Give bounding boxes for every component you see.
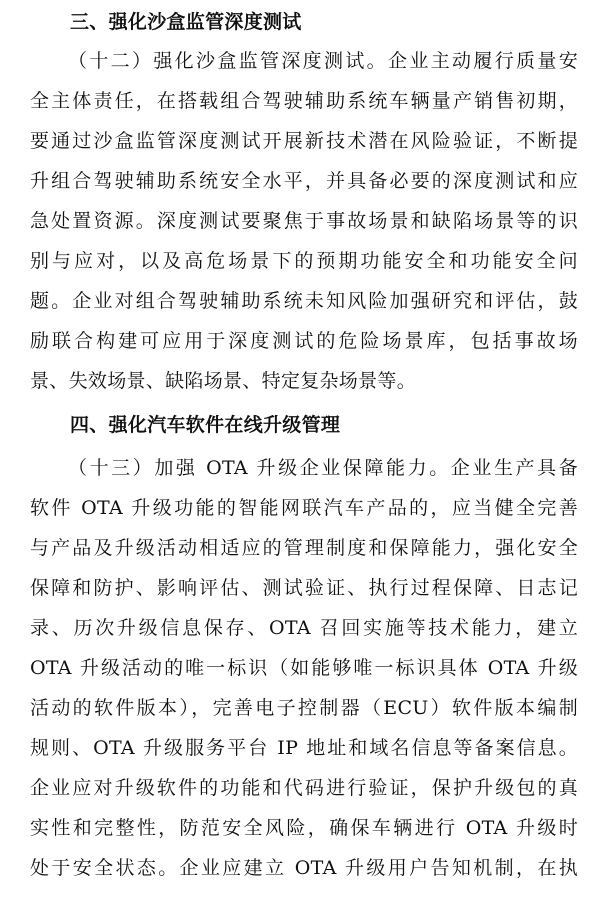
paragraph-13-line-6: OTA 升级活动的唯一标识（如能够唯一标识具体 OTA 升级 bbox=[30, 657, 578, 679]
paragraph-12-line-1: （十二）强化沙盒监管深度测试。企业主动履行质量安 bbox=[68, 50, 578, 72]
paragraph-12-line-2: 全主体责任，在搭载组合驾驶辅助系统车辆量产销售初期， bbox=[30, 90, 578, 112]
paragraph-13-line-11: 处于安全状态。企业应建立 OTA 升级用户告知机制，在执 bbox=[30, 857, 578, 879]
paragraph-13-line-4: 保障和防护、影响评估、测试验证、执行过程保障、日志记 bbox=[30, 577, 578, 599]
paragraph-12-line-3: 要通过沙盒监管深度测试开展新技术潜在风险验证，不断提 bbox=[30, 130, 578, 152]
section-heading-3: 三、强化沙盒监管深度测试 bbox=[70, 11, 302, 33]
paragraph-12-line-6: 别与应对，以及高危场景下的预期功能安全和功能安全问 bbox=[30, 250, 578, 272]
paragraph-12-line-7: 题。企业对组合驾驶辅助系统未知风险加强研究和评估，鼓 bbox=[30, 290, 578, 312]
paragraph-13-line-3: 与产品及升级活动相适应的管理制度和保障能力，强化安全 bbox=[30, 537, 578, 559]
paragraph-13-line-7: 活动的软件版本），完善电子控制器（ECU）软件版本编制 bbox=[30, 697, 578, 719]
paragraph-13-line-2: 软件 OTA 升级功能的智能网联汽车产品的，应当健全完善 bbox=[30, 497, 578, 519]
paragraph-12-line-8: 励联合构建可应用于深度测试的危险场景库，包括事故场 bbox=[30, 330, 578, 352]
paragraph-12-line-4: 升组合驾驶辅助系统安全水平，并具备必要的深度测试和应 bbox=[30, 170, 578, 192]
paragraph-13-line-8: 规则、OTA 升级服务平台 IP 地址和域名信息等备案信息。 bbox=[30, 737, 578, 759]
paragraph-13-line-9: 企业应对升级软件的功能和代码进行验证，保护升级包的真 bbox=[30, 777, 578, 799]
paragraph-13-line-1: （十三）加强 OTA 升级企业保障能力。企业生产具备 bbox=[68, 457, 578, 479]
paragraph-12-line-9: 景、失效场景、缺陷场景、特定复杂场景等。 bbox=[30, 370, 417, 392]
section-heading-4: 四、强化汽车软件在线升级管理 bbox=[70, 414, 341, 436]
paragraph-13-line-10: 实性和完整性，防范安全风险，确保车辆进行 OTA 升级时 bbox=[30, 817, 578, 839]
paragraph-12-line-5: 急处置资源。深度测试要聚焦于事故场景和缺陷场景等的识 bbox=[30, 210, 578, 232]
paragraph-13-line-5: 录、历次升级信息保存、OTA 召回实施等技术能力，建立 bbox=[30, 617, 578, 639]
